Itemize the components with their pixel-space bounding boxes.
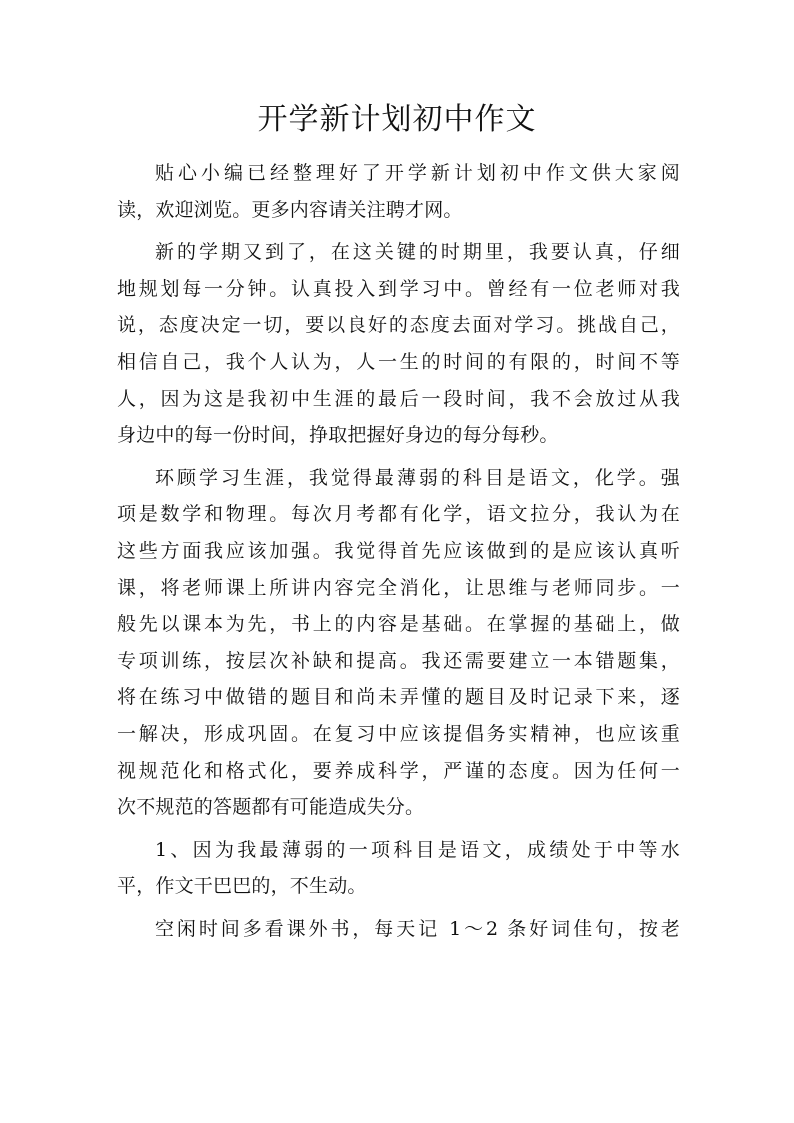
- text-line: 般先以课本为先，书上的内容是基础。在掌握的基础上，做: [117, 613, 680, 636]
- text-line: 地规划每一分钟。认真投入到学习中。曾经有一位老师对我: [117, 277, 680, 300]
- text-line: 说，态度决定一切，要以良好的态度去面对学习。挑战自己，: [117, 314, 680, 337]
- text-line: 身边中的每一份时间，挣取把握好身边的每分每秒。: [117, 424, 559, 447]
- text-line: 平，作文干巴巴的，不生动。: [117, 875, 367, 898]
- article-body: [117, 155, 680, 947]
- text-line: 空闲时间多看课外书，每天记 1～2 条好词佳句，按老: [155, 917, 680, 940]
- text-line: 一解决，形成巩固。在复习中应该提倡务实精神，也应该重: [117, 722, 680, 745]
- page-title: 开学新计划初中作文: [257, 102, 537, 137]
- text-line: 这些方面我应该加强。我觉得首先应该做到的是应该认真听: [117, 539, 680, 562]
- text-line: 新的学期又到了，在这关键的时期里，我要认真，仔细: [155, 241, 680, 264]
- text-line: 相信自己，我个人认为，人一生的时间的有限的，时间不等: [117, 350, 680, 373]
- text-line: 专项训练，按层次补缺和提高。我还需要建立一本错题集，: [117, 649, 680, 672]
- text-line: 将在练习中做错的题目和尚未弄懂的题目及时记录下来，逐: [117, 686, 680, 709]
- text-line: 次不规范的答题都有可能造成失分。: [117, 796, 425, 819]
- text-line: 课，将老师课上所讲内容完全消化，让思维与老师同步。一: [117, 576, 680, 599]
- text-line: 环顾学习生涯，我觉得最薄弱的科目是语文，化学。强: [155, 466, 680, 489]
- text-line: 项是数学和物理。每次月考都有化学，语文拉分，我认为在: [117, 503, 680, 526]
- text-line: 读，欢迎浏览。更多内容请关注聘才网。: [117, 198, 463, 221]
- text-line: 1、因为我最薄弱的一项科目是语文，成绩处于中等水: [155, 838, 680, 861]
- text-line: 贴心小编已经整理好了开学新计划初中作文供大家阅: [155, 162, 680, 184]
- text-line: 人，因为这是我初中生涯的最后一段时间，我不会放过从我: [117, 387, 680, 410]
- text-line: 视规范化和格式化，要养成科学，严谨的态度。因为任何一: [117, 759, 680, 782]
